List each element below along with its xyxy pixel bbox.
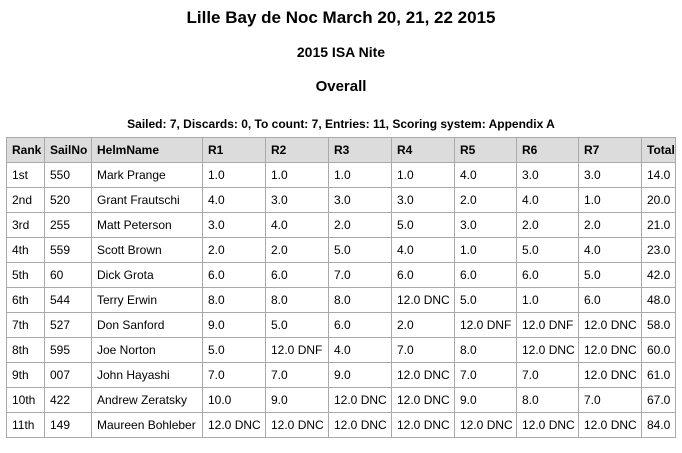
cell-r5: 1.0	[455, 238, 517, 263]
cell-rank: 4th	[7, 238, 45, 263]
column-header-r5: R5	[455, 138, 517, 163]
cell-r6: 6.0	[517, 263, 579, 288]
cell-r2: 6.0	[266, 263, 329, 288]
cell-helmname: Grant Frautschi	[92, 188, 203, 213]
cell-total: 20.0	[642, 188, 676, 213]
cell-r1: 2.0	[203, 238, 266, 263]
cell-total: 21.0	[642, 213, 676, 238]
page-title: Lille Bay de Noc March 20, 21, 22 2015	[186, 8, 496, 27]
cell-r7: 4.0	[579, 238, 642, 263]
cell-helmname: Maureen Bohleber	[92, 413, 203, 438]
cell-r5: 12.0 DNC	[455, 413, 517, 438]
table-row	[7, 363, 676, 388]
cell-r4: 12.0 DNC	[392, 388, 455, 413]
cell-r1: 8.0	[203, 288, 266, 313]
cell-r6: 12.0 DNF	[517, 313, 579, 338]
cell-rank: 1st	[7, 163, 45, 188]
cell-r1: 3.0	[203, 213, 266, 238]
cell-r1: 12.0 DNC	[203, 413, 266, 438]
cell-r5: 2.0	[455, 188, 517, 213]
cell-total: 84.0	[642, 413, 676, 438]
cell-rank: 11th	[7, 413, 45, 438]
cell-helmname: Joe Norton	[92, 338, 203, 363]
series-title: 2015 ISA Nite	[296, 44, 386, 60]
cell-total: 61.0	[642, 363, 676, 388]
cell-r5: 7.0	[455, 363, 517, 388]
cell-r3: 7.0	[329, 263, 392, 288]
cell-r6: 5.0	[517, 238, 579, 263]
column-header-r6: R6	[517, 138, 579, 163]
cell-rank: 7th	[7, 313, 45, 338]
cell-r4: 12.0 DNC	[392, 413, 455, 438]
cell-r3: 9.0	[329, 363, 392, 388]
cell-r6: 8.0	[517, 388, 579, 413]
cell-helmname: Don Sanford	[92, 313, 203, 338]
table-row	[7, 388, 676, 413]
table-row	[7, 238, 676, 263]
column-header-r7: R7	[579, 138, 642, 163]
table-row	[7, 338, 676, 363]
cell-sailno: 550	[45, 163, 92, 188]
cell-rank: 10th	[7, 388, 45, 413]
cell-r6: 12.0 DNC	[517, 413, 579, 438]
cell-rank: 8th	[7, 338, 45, 363]
cell-r3: 8.0	[329, 288, 392, 313]
cell-total: 14.0	[642, 163, 676, 188]
cell-sailno: 422	[45, 388, 92, 413]
cell-r5: 8.0	[455, 338, 517, 363]
cell-r5: 4.0	[455, 163, 517, 188]
cell-r1: 7.0	[203, 363, 266, 388]
cell-r7: 7.0	[579, 388, 642, 413]
cell-sailno: 007	[45, 363, 92, 388]
cell-r4: 7.0	[392, 338, 455, 363]
cell-total: 58.0	[642, 313, 676, 338]
cell-rank: 3rd	[7, 213, 45, 238]
cell-r6: 7.0	[517, 363, 579, 388]
cell-helmname: Dick Grota	[92, 263, 203, 288]
table-row	[7, 313, 676, 338]
cell-r7: 12.0 DNC	[579, 413, 642, 438]
column-header-r1: R1	[203, 138, 266, 163]
cell-sailno: 527	[45, 313, 92, 338]
cell-rank: 5th	[7, 263, 45, 288]
cell-r7: 1.0	[579, 188, 642, 213]
cell-total: 23.0	[642, 238, 676, 263]
cell-r2: 4.0	[266, 213, 329, 238]
cell-r4: 2.0	[392, 313, 455, 338]
cell-r4: 12.0 DNC	[392, 363, 455, 388]
cell-r3: 4.0	[329, 338, 392, 363]
cell-r4: 1.0	[392, 163, 455, 188]
cell-r4: 12.0 DNC	[392, 288, 455, 313]
results-body	[7, 163, 676, 438]
cell-r2: 9.0	[266, 388, 329, 413]
cell-r3: 1.0	[329, 163, 392, 188]
cell-r3: 2.0	[329, 213, 392, 238]
cell-sailno: 544	[45, 288, 92, 313]
cell-r7: 12.0 DNC	[579, 338, 642, 363]
column-header-r4: R4	[392, 138, 455, 163]
cell-r1: 9.0	[203, 313, 266, 338]
column-header-r2: R2	[266, 138, 329, 163]
header-row	[7, 138, 676, 163]
cell-r5: 12.0 DNF	[455, 313, 517, 338]
cell-total: 48.0	[642, 288, 676, 313]
column-header-sailno: SailNo	[45, 138, 92, 163]
cell-r7: 12.0 DNC	[579, 363, 642, 388]
cell-r5: 5.0	[455, 288, 517, 313]
cell-r7: 3.0	[579, 163, 642, 188]
table-row	[7, 213, 676, 238]
column-header-r3: R3	[329, 138, 392, 163]
table-row	[7, 413, 676, 438]
cell-r2: 2.0	[266, 238, 329, 263]
cell-helmname: Andrew Zeratsky	[92, 388, 203, 413]
column-header-rank: Rank	[7, 138, 45, 163]
cell-r1: 10.0	[203, 388, 266, 413]
cell-r4: 3.0	[392, 188, 455, 213]
cell-r3: 3.0	[329, 188, 392, 213]
cell-rank: 2nd	[7, 188, 45, 213]
cell-r2: 12.0 DNC	[266, 413, 329, 438]
cell-r1: 6.0	[203, 263, 266, 288]
cell-helmname: Matt Peterson	[92, 213, 203, 238]
cell-total: 42.0	[642, 263, 676, 288]
table-row	[7, 163, 676, 188]
cell-r5: 9.0	[455, 388, 517, 413]
cell-rank: 9th	[7, 363, 45, 388]
cell-r1: 1.0	[203, 163, 266, 188]
section-title: Overall	[315, 78, 367, 95]
cell-total: 67.0	[642, 388, 676, 413]
race-summary: Sailed: 7, Discards: 0, To count: 7, Entries: 11, Scoring system: Appendix A	[127, 117, 555, 131]
cell-r4: 6.0	[392, 263, 455, 288]
cell-r3: 12.0 DNC	[329, 388, 392, 413]
cell-total: 60.0	[642, 338, 676, 363]
cell-r7: 12.0 DNC	[579, 313, 642, 338]
cell-r4: 4.0	[392, 238, 455, 263]
cell-r6: 2.0	[517, 213, 579, 238]
cell-r1: 5.0	[203, 338, 266, 363]
cell-sailno: 60	[45, 263, 92, 288]
cell-helmname: Mark Prange	[92, 163, 203, 188]
cell-sailno: 520	[45, 188, 92, 213]
cell-r1: 4.0	[203, 188, 266, 213]
cell-rank: 6th	[7, 288, 45, 313]
cell-r2: 3.0	[266, 188, 329, 213]
cell-helmname: Terry Erwin	[92, 288, 203, 313]
cell-r6: 3.0	[517, 163, 579, 188]
table-row	[7, 288, 676, 313]
cell-r6: 4.0	[517, 188, 579, 213]
cell-r6: 12.0 DNC	[517, 338, 579, 363]
cell-r4: 5.0	[392, 213, 455, 238]
results-table	[6, 137, 676, 438]
cell-sailno: 595	[45, 338, 92, 363]
cell-r6: 1.0	[517, 288, 579, 313]
cell-r2: 5.0	[266, 313, 329, 338]
cell-sailno: 255	[45, 213, 92, 238]
cell-helmname: Scott Brown	[92, 238, 203, 263]
cell-helmname: John Hayashi	[92, 363, 203, 388]
cell-r2: 1.0	[266, 163, 329, 188]
cell-r7: 5.0	[579, 263, 642, 288]
cell-r5: 6.0	[455, 263, 517, 288]
column-header-helmname: HelmName	[92, 138, 203, 163]
cell-sailno: 559	[45, 238, 92, 263]
column-header-total: Total	[642, 138, 676, 163]
cell-r2: 8.0	[266, 288, 329, 313]
cell-r7: 2.0	[579, 213, 642, 238]
cell-r5: 3.0	[455, 213, 517, 238]
cell-r3: 12.0 DNC	[329, 413, 392, 438]
cell-r3: 5.0	[329, 238, 392, 263]
table-row	[7, 188, 676, 213]
cell-r7: 6.0	[579, 288, 642, 313]
table-row	[7, 263, 676, 288]
cell-r3: 6.0	[329, 313, 392, 338]
cell-r2: 12.0 DNF	[266, 338, 329, 363]
cell-sailno: 149	[45, 413, 92, 438]
cell-r2: 7.0	[266, 363, 329, 388]
